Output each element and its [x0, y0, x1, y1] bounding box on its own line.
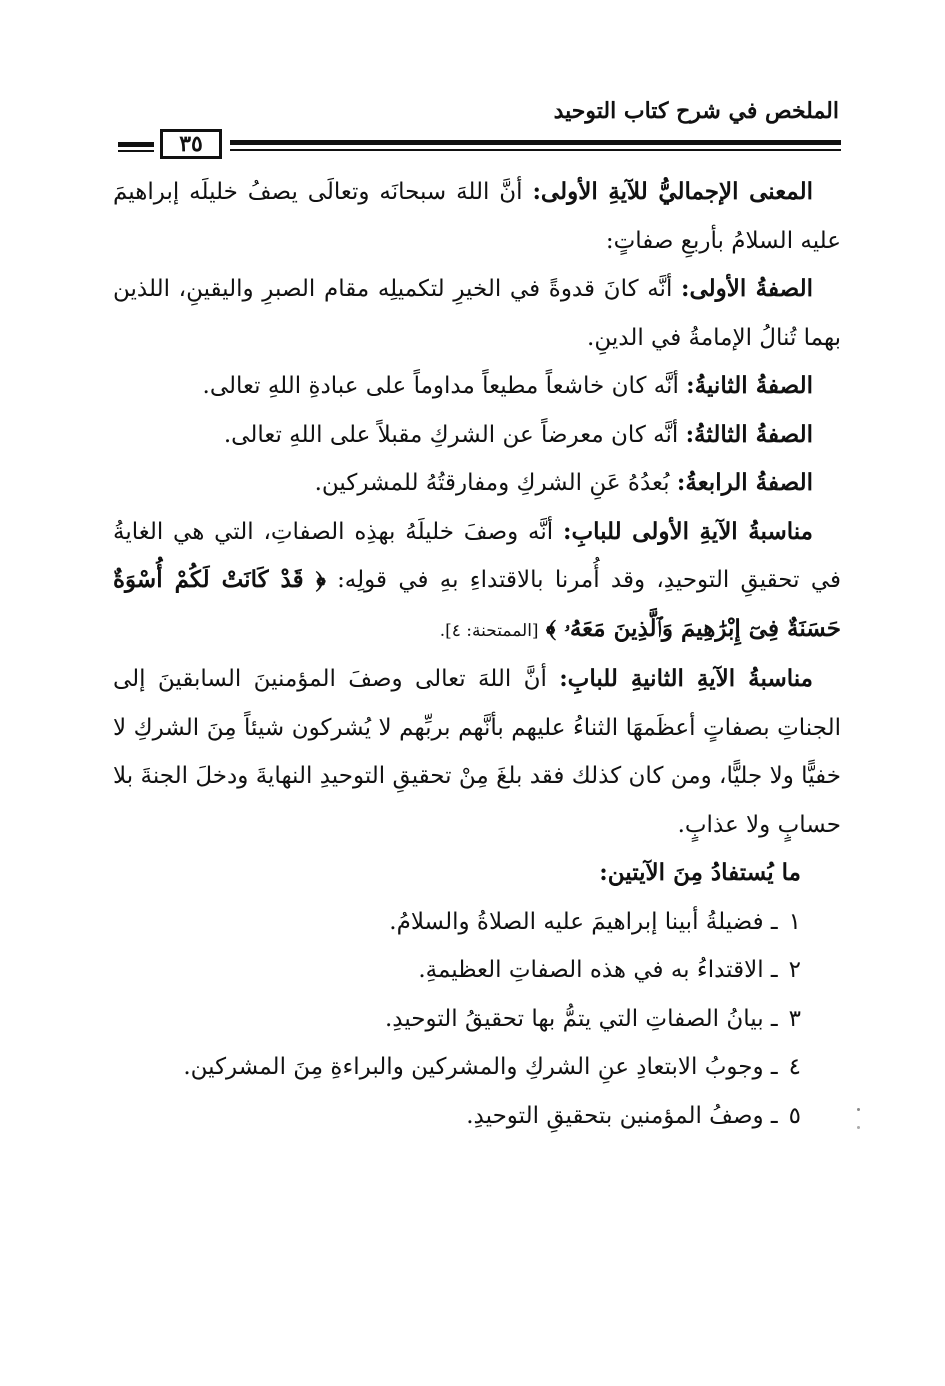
item-text: وجوبُ الابتعادِ عنِ الشركِ والمشركين والبراءةِ مِنَ المشركين. — [183, 1054, 764, 1080]
list-item: ٣ ـ بيانُ الصفاتِ التي يتمُّ بها تحقيقُ التوحيدِ. — [113, 995, 841, 1044]
header-rule — [118, 131, 841, 157]
quran-quote: ﴿ قَدْ كَانَتْ لَكُمْ أُسْوَةٌ حَسَنَةٌ فِىٓ إِبْرَٰهِيمَ وَٱلَّذِينَ مَعَهُۥ ﴾ — [113, 566, 841, 642]
paragraph-text: أنَّ اللهَ سبحانَه وتعالَى يصفُ خليلَه إبراهيمَ عليه السلامُ بأربعِ صفاتٍ: — [113, 179, 841, 254]
item-text: بيانُ الصفاتِ التي يتمُّ بها تحقيقُ التوحيدِ. — [384, 1005, 764, 1032]
item-number: ٤ — [788, 1054, 801, 1080]
scan-speck — [857, 1126, 860, 1129]
rule-thick-line — [230, 140, 841, 145]
page-number: ٣٥ — [160, 129, 222, 159]
list-item: ٥ ـ وصفُ المؤمنين بتحقيقِ التوحيدِ. — [113, 1092, 841, 1141]
paragraph-text: أنَّه كان معرضاً عن الشركِ مقبلاً على اللهِ تعالى. — [223, 421, 679, 448]
list-item: ٢ ـ الاقتداءُ به في هذه الصفاتِ العظيمةِ. — [113, 946, 841, 995]
paragraph-label: مناسبةُ الآيةِ الثانيةِ للبابِ: — [559, 665, 813, 692]
item-text: الاقتداءُ به في هذه الصفاتِ العظيمةِ. — [418, 957, 764, 983]
page-body — [113, 168, 841, 1140]
paragraph-general-meaning — [113, 168, 841, 265]
paragraph-text: أنَّ اللهَ تعالى وصفَ المؤمنينَ السابقينَ إلى الجناتِ بصفاتٍ أعظَمهَا الثناءُ عليهم بأنَّهم بربِّهم لا يُشركون شيئاً مِنَ الشركِ لا خفيًّا ولا جليًّا، ومن كان كذلك فقد بلغَ مِنْ تحقيقِ التوحيدِ النهايةَ ودخلَ الجنةَ بلا حسابٍ ولا عذابٍ. — [113, 666, 841, 838]
list-item: ٤ ـ وجوبُ الابتعادِ عنِ الشركِ والمشركين والبراءةِ مِنَ المشركين. — [113, 1043, 841, 1092]
rule-stub-thick — [118, 142, 154, 147]
paragraph-attribute-4 — [113, 459, 841, 508]
paragraph-relevance-verse-1 — [113, 508, 841, 656]
paragraph-label: الصفةُ الثانيةُ: — [686, 372, 813, 399]
quran-reference: [الممتحنة: ٤]. — [439, 620, 539, 641]
paragraph-attribute-3 — [113, 411, 841, 460]
paragraph-attribute-2 — [113, 362, 841, 411]
paragraph-label: الصفةُ الأولى: — [681, 275, 813, 302]
paragraph-label: الصفةُ الرابعةُ: — [676, 469, 813, 496]
item-number: ٥ — [788, 1102, 801, 1129]
benefits-list — [113, 898, 841, 1141]
paragraph-label: مناسبةُ الآيةِ الأولى للبابِ: — [562, 517, 814, 545]
paragraph-label: المعنى الإجماليُّ للآيةِ الأولى: — [532, 178, 813, 205]
paragraph-text: أنَّه كان خاشعاً مطيعاً مداوماً على عبادةِ اللهِ تعالى. — [202, 373, 679, 399]
item-text: فضيلةُ أبينا إبراهيمَ عليه الصلاةُ والسلامُ. — [389, 908, 764, 935]
item-number: ٣ — [788, 1005, 801, 1032]
scan-speck — [857, 1108, 860, 1111]
running-title: الملخص في شرح كتاب التوحيد — [553, 98, 839, 124]
paragraph-attribute-1 — [113, 265, 841, 362]
rule-stub-thin — [118, 150, 154, 152]
rule-thin-line — [230, 149, 841, 151]
list-item: ١ ـ فضيلةُ أبينا إبراهيمَ عليه الصلاةُ والسلامُ. — [113, 898, 841, 947]
paragraph-label: الصفةُ الثالثةُ: — [685, 420, 813, 448]
paragraph-relevance-verse-2 — [113, 655, 841, 849]
paragraph-text: أنَّه وصفَ خليلَهُ بهذِه الصفاتِ، التي هي الغايةُ في تحقيقِ التوحيدِ، وقد أُمرنا بالاقتداءِ بهِ في قولِه: — [113, 518, 842, 593]
item-text: وصفُ المؤمنين بتحقيقِ التوحيدِ. — [466, 1102, 764, 1129]
item-number: ٢ — [788, 957, 801, 983]
benefits-heading: ما يُستفادُ مِنَ الآيتين: — [599, 859, 801, 886]
paragraph-text: أنَّه كانَ قدوةً في الخيرِ لتكميلِه مقام الصبرِ واليقينِ، اللذين بهما تُنالُ الإمامةُ في الدينِ. — [113, 276, 841, 351]
paragraph-text: بُعدُهُ عَنِ الشركِ ومفارقتُهُ للمشركين. — [314, 470, 670, 496]
item-number: ١ — [788, 908, 801, 935]
